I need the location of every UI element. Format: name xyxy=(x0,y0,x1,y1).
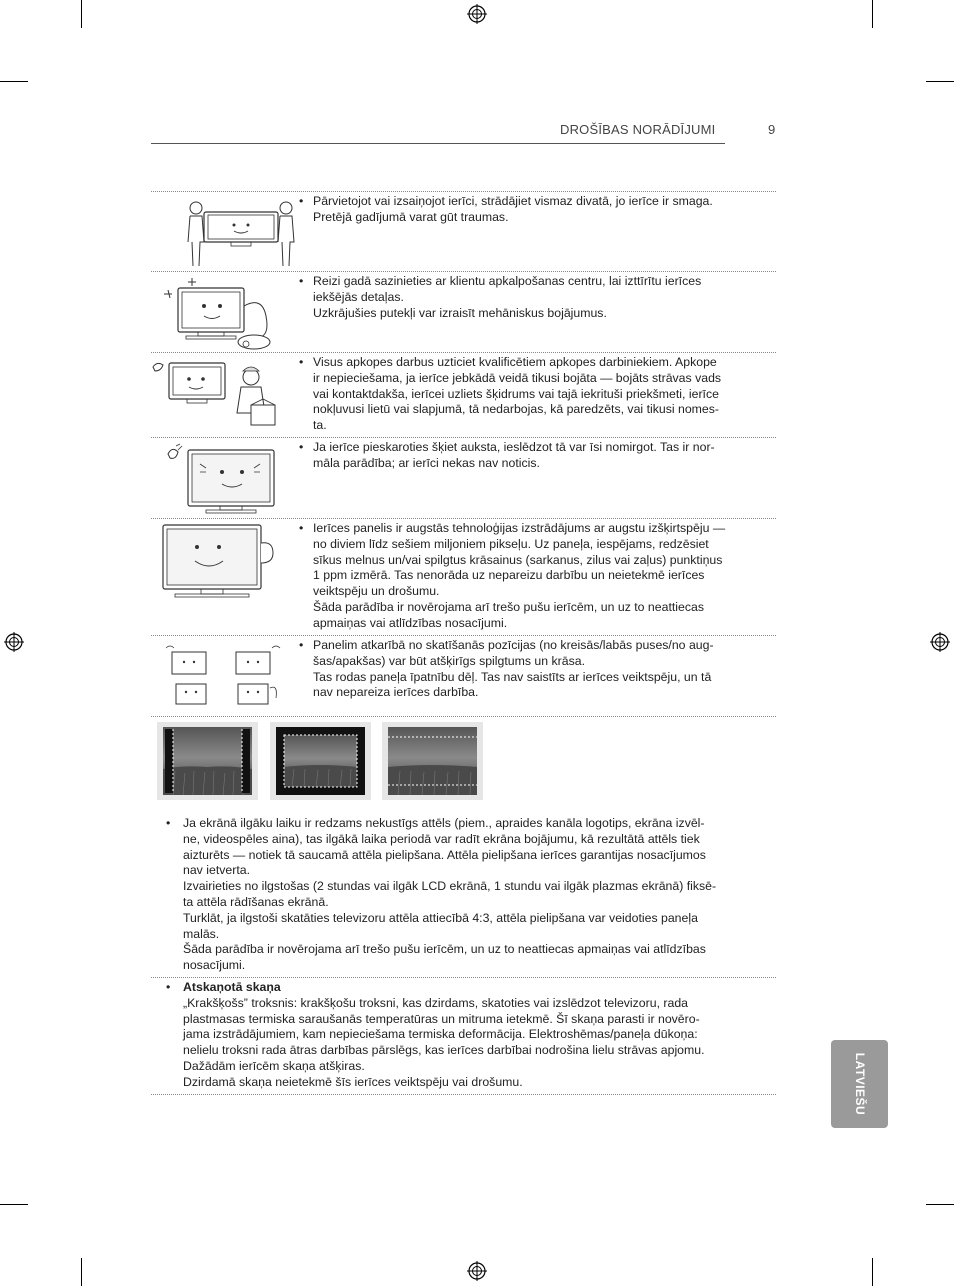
body-text-line: Turklāt, ja ilgstoši skatāties televizoru attēla attiecībā 4:3, attēla pielipšana var veidoties paneļa xyxy=(183,910,698,925)
body-text-line: „Krakšķošs” troksnis: krakšķošu troksni, kas dzirdams, skatoties vai izslēdzot televizoru, rada xyxy=(183,995,689,1010)
crop-mark xyxy=(926,81,954,82)
registration-mark-icon xyxy=(4,632,24,652)
row-text-line: veiktspēju un drošumu. xyxy=(313,584,440,599)
row-text-line: • Ierīces panelis ir augstās tehnoloģijas izstrādājums ar augstu izšķirtspēju — xyxy=(313,521,726,535)
tv-vacuum-cleaner-icon xyxy=(157,276,287,352)
safety-row xyxy=(151,519,776,635)
row-text-line: Pretējā gadījumā varat gūt traumas. xyxy=(313,209,509,224)
section-title: DROŠĪBAS NORĀDĪJUMI xyxy=(560,122,716,137)
row-divider xyxy=(151,977,776,978)
row-text-line: • Panelim atkarībā no skatīšanās pozīcijas (no kreisās/labās puses/no aug- xyxy=(313,638,714,652)
body-text-line: • Ja ekrānā ilgāku laiku ir redzams nekustīgs attēls (piem., apraides kanāla logotips, ekrāna izvēl- xyxy=(183,816,705,830)
safety-row xyxy=(151,272,776,352)
tv-technician-icon xyxy=(151,357,281,429)
row-text-line: • Reizi gadā sazinieties ar klientu apkalpošanas centru, lai izttīrītu ierīces xyxy=(313,274,702,288)
noise-heading: • Atskaņotā skaņa xyxy=(183,980,281,994)
row-text-line: • Pārvietojot vai izsaiņojot ierīci, strādājiet vismaz divatā, jo ierīce ir smaga. xyxy=(313,194,713,208)
language-tab xyxy=(831,1040,888,1128)
crop-mark xyxy=(872,1258,873,1286)
photo-letterbox xyxy=(382,722,483,800)
body-text-line: plastmasas termiska saraušanās temperatūras un mitruma ietekmē. Šī skaņa parasti ir novēro- xyxy=(183,1011,700,1026)
safety-row xyxy=(151,438,776,518)
row-text-line: nav nepareiza ierīces darbība. xyxy=(313,685,479,700)
registration-mark-icon xyxy=(467,4,487,24)
row-text-line: • Visus apkopes darbus uzticiet kvalificētiem apkopes darbiniekiem. Apkope xyxy=(313,355,717,369)
crop-mark xyxy=(926,1204,954,1205)
row-divider xyxy=(151,716,776,717)
image-retention-section xyxy=(166,816,760,974)
noise-section xyxy=(166,980,760,1091)
body-text-line: jama izstrādājumiem, kam nepieciešama termiska deformācija. Elektroshēmas/paneļa dūkoņa: xyxy=(183,1027,698,1042)
page-number: 9 xyxy=(768,122,776,137)
row-text-line: 1 ppm izmērā. Tas nenorāda uz nepareizu darbību un neietekmē ierīces xyxy=(313,568,705,583)
row-text-line: ir nepieciešama, ja ierīce jebkādā veidā tikusi bojāta — bojāts strāvas vads xyxy=(313,370,722,385)
body-text-line: aizturēts — notiek tā saucamā attēla pielipšana. Attēla pielipšana ierīces garantijas nosacījumos xyxy=(183,847,706,862)
crop-mark xyxy=(872,0,873,28)
viewing-angles-icon xyxy=(159,644,289,710)
safety-row xyxy=(151,636,776,716)
body-text-line: nav ietverta. xyxy=(183,863,250,878)
row-text-line: māla parādība; ar ierīci nekas nav noticis. xyxy=(313,455,540,470)
body-text-line: Dažādām ierīcēm skaņa atšķiras. xyxy=(183,1058,365,1073)
row-text-line: apmaiņas vai atlīdzības nosacījumi. xyxy=(313,615,508,630)
crop-mark xyxy=(0,81,28,82)
cold-tv-icon xyxy=(157,442,287,518)
crop-mark xyxy=(81,0,82,28)
row-text-line: nokļuvusi lietū vai slapjumā, tā nedarbojas, kā paredzēts, vai tikusi nomes- xyxy=(313,402,720,417)
body-text-line: ta attēla rādīšanas ekrānā. xyxy=(183,894,329,909)
row-divider xyxy=(151,1094,776,1095)
row-text-line: sīkus melnus un/vai spilgtus krāsainus (sarkanus, zilus vai zaļus) punktiņus xyxy=(313,552,723,567)
row-text-line: no diviem līdz sešiem miljoniem pikseļu. Uz paneļa, iespējams, redzēsiet xyxy=(313,536,709,551)
body-text-line: Dzirdamā skaņa neietekmē šīs ierīces veiktspēju vai drošumu. xyxy=(183,1074,523,1089)
registration-mark-icon xyxy=(930,632,950,652)
crop-mark xyxy=(81,1258,82,1286)
crop-mark xyxy=(0,1204,28,1205)
tv-pixels-icon xyxy=(155,523,285,605)
body-text-line: Šāda parādība ir novērojama arī trešo pušu ierīcēm, un uz to neattiecas apmaiņas vai atlīdzības xyxy=(183,942,706,957)
photo-windowbox xyxy=(270,722,371,800)
row-text-line: • Ja ierīce pieskaroties šķiet auksta, ieslēdzot tā var īsi nomirgot. Tas ir nor- xyxy=(313,440,715,454)
safety-row xyxy=(151,192,776,271)
row-text-line: vai kontaktdakša, ierīcei uzliets šķidrums vai tajā iekrituši priekšmeti, ierīce xyxy=(313,386,719,401)
body-text-line: nosacījumi. xyxy=(183,958,246,973)
body-text-line: nelielu troksni rada ātras darbības pārslēgs, kas ierīces darbībai nodrošina lielu strāvas apjomu. xyxy=(183,1043,705,1058)
row-text-line: ta. xyxy=(313,418,327,433)
safety-row xyxy=(151,353,776,437)
two-people-carrying-tv-icon xyxy=(177,198,307,270)
row-text-line: Šāda parādība ir novērojama arī trešo pušu ierīcēm, un uz to neattiecas xyxy=(313,599,704,614)
row-text-line: šas/apakšas) var būt atšķirīgs spilgtums un krāsa. xyxy=(313,653,586,668)
row-text-line: Tas rodas paneļa īpatnību dēļ. Tas nav saistīts ar ierīces veiktspēju, un tā xyxy=(313,669,712,684)
row-text-line: Uzkrājušies putekļi var izraisīt mehāniskus bojājumus. xyxy=(313,305,607,320)
body-text-line: Izvairieties no ilgstošas (2 stundas vai ilgāk LCD ekrānā, 1 stundu vai ilgāk plazmas ekrānā) fiksē- xyxy=(183,879,717,894)
body-text-line: malās. xyxy=(183,926,220,941)
body-text-line: ne, videospēles aina), tas ilgākā laika periodā var radīt ekrāna bojājumu, kā rezultātā attēls tiek xyxy=(183,831,700,846)
photo-pillarbox xyxy=(157,722,258,800)
header-rule xyxy=(151,143,725,144)
language-tab-label: LATVIEŠU xyxy=(852,1052,867,1116)
row-text-line: iekšējās detaļas. xyxy=(313,289,404,304)
registration-mark-icon xyxy=(467,1261,487,1281)
